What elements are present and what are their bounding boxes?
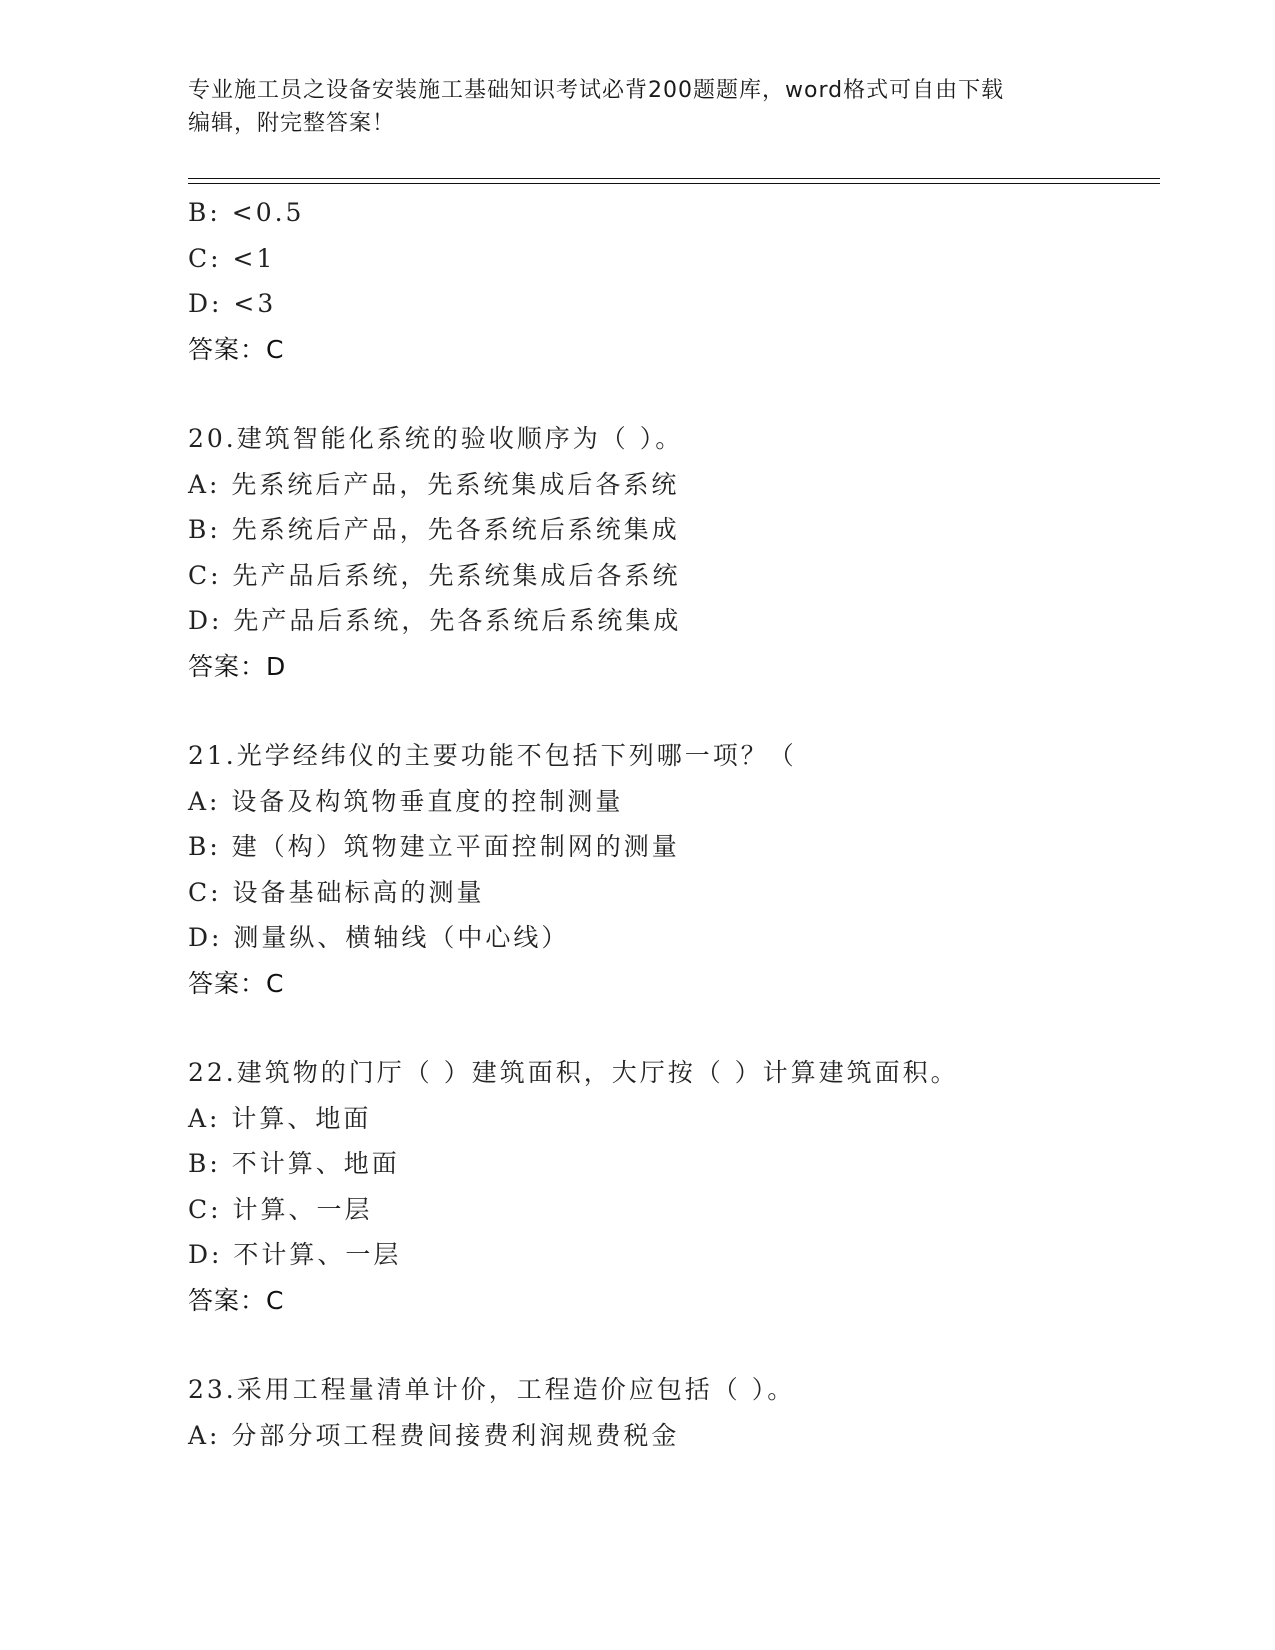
header-divider-top: [188, 178, 1160, 179]
question-23: [188, 1367, 1168, 1458]
option-d: D: 测量纵、横轴线（中心线）: [188, 923, 570, 952]
option-c: C: 先产品后系统，先系统集成后各系统: [188, 560, 681, 590]
answer-line: 答案：C: [188, 1285, 285, 1315]
question-20: [188, 416, 1168, 689]
question-content: [188, 190, 1168, 1458]
option-a: A: 分部分项工程费间接费利润规费税金: [188, 1420, 680, 1450]
question-22: [188, 1050, 1168, 1323]
option-a: A: 计算、地面: [188, 1103, 372, 1133]
option-c: C: <1: [188, 243, 276, 273]
answer-line: 答案：C: [188, 968, 285, 998]
question-stem: 20.建筑智能化系统的验收顺序为（ ）。: [188, 424, 684, 453]
header-line-1: 专业施工员之设备安装施工基础知识考试必背200题题库，word格式可自由下载: [188, 78, 1005, 103]
partial-question: [188, 190, 1168, 372]
option-b: B: 不计算、地面: [188, 1149, 400, 1178]
option-c: C: 计算、一层: [188, 1194, 373, 1224]
option-b: B: <0.5: [188, 198, 305, 227]
header-divider-bottom: [188, 183, 1160, 184]
question-stem: 21.光学经纬仪的主要功能不包括下列哪一项？（: [188, 741, 797, 770]
option-d: D: 不计算、一层: [188, 1240, 402, 1269]
option-c: C: 设备基础标高的测量: [188, 877, 485, 907]
question-stem: 23.采用工程量清单计价，工程造价应包括（ ）。: [188, 1375, 796, 1404]
document-header: [188, 74, 1068, 140]
option-d: D: <3: [188, 289, 277, 318]
option-d: D: 先产品后系统，先各系统后系统集成: [188, 606, 682, 635]
option-b: B: 先系统后产品，先各系统后系统集成: [188, 515, 680, 544]
answer-line: 答案：C: [188, 334, 285, 364]
option-a: A: 设备及构筑物垂直度的控制测量: [188, 786, 624, 816]
answer-line: 答案：D: [188, 651, 287, 681]
question-21: [188, 733, 1168, 1006]
header-line-2: 编辑，附完整答案！: [188, 111, 396, 136]
question-stem: 22.建筑物的门厅（ ）建筑面积，大厅按（ ）计算建筑面积。: [188, 1058, 959, 1087]
option-b: B: 建（构）筑物建立平面控制网的测量: [188, 832, 680, 861]
option-a: A: 先系统后产品，先系统集成后各系统: [188, 469, 680, 499]
